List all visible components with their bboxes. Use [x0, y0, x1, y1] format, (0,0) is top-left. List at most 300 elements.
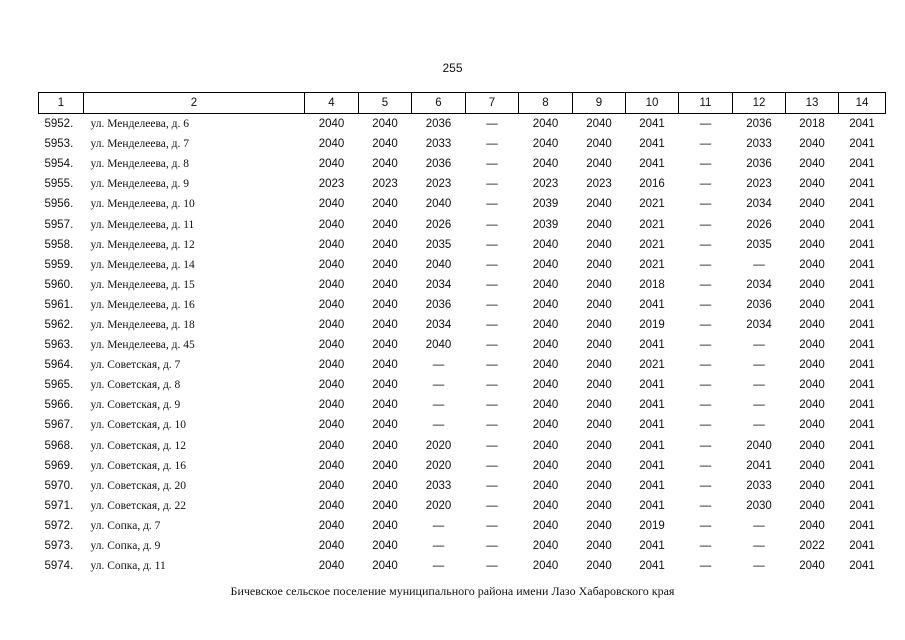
header-row [39, 93, 886, 114]
year-cell: — [699, 298, 712, 311]
year-cell: 2040 [586, 560, 612, 573]
row-number: 5959. [44, 258, 74, 271]
year-cell: 2041 [849, 419, 875, 432]
address-cell: ул. Менделеева, д. 8 [90, 158, 189, 171]
table-row [39, 315, 886, 335]
year-cell: — [753, 399, 765, 412]
year-cell: — [753, 540, 765, 553]
column-header-7: 7 [466, 93, 519, 114]
year-cell: 2030 [746, 499, 772, 512]
year-cell: 2040 [586, 298, 612, 311]
address-cell: ул. Сопка, д. 7 [90, 519, 161, 532]
year-cell: 2040 [318, 439, 345, 452]
year-cell: 2040 [318, 379, 345, 392]
year-cell: 2023 [746, 178, 772, 191]
year-cell: 2040 [372, 479, 398, 492]
year-cell: 2040 [586, 339, 612, 352]
year-cell: 2040 [318, 258, 345, 271]
year-cell: 2040 [372, 198, 398, 211]
year-cell: 2041 [849, 359, 875, 372]
year-cell: 2041 [849, 178, 875, 191]
year-cell: 2040 [372, 339, 398, 352]
year-cell: — [486, 218, 498, 231]
year-cell: 2040 [586, 439, 612, 452]
year-cell: — [699, 178, 712, 191]
address-cell: ул. Советская, д. 8 [90, 379, 181, 392]
row-number: 5972. [44, 519, 74, 532]
address-cell: ул. Менделеева, д. 9 [90, 178, 189, 191]
address-cell: ул. Советская, д. 20 [90, 479, 187, 492]
row-number: 5966. [44, 399, 74, 412]
year-cell: — [486, 298, 498, 311]
year-cell: 2034 [425, 318, 452, 331]
year-cell: — [699, 359, 712, 372]
column-header-10: 10 [626, 93, 679, 114]
year-cell: — [753, 339, 765, 352]
year-cell: 2040 [372, 118, 398, 131]
year-cell: 2040 [799, 178, 825, 191]
year-cell: 2040 [586, 118, 612, 131]
year-cell: 2041 [639, 298, 665, 311]
row-number: 5962. [44, 318, 74, 331]
year-cell: 2040 [318, 419, 345, 432]
year-cell: 2036 [425, 298, 452, 311]
column-header-8: 8 [519, 93, 573, 114]
year-cell: — [699, 379, 712, 392]
year-cell: 2040 [586, 359, 612, 372]
year-cell: 2040 [372, 258, 398, 271]
address-cell: ул. Советская, д. 7 [90, 359, 181, 372]
year-cell: 2041 [849, 519, 875, 532]
column-header-5: 5 [359, 93, 412, 114]
row-number: 5960. [44, 278, 74, 291]
table-body [39, 114, 886, 577]
year-cell: 2040 [586, 158, 612, 171]
year-cell: 2016 [639, 178, 665, 191]
year-cell: — [753, 560, 765, 573]
year-cell: 2040 [799, 419, 825, 432]
year-cell: 2040 [799, 499, 825, 512]
address-cell: ул. Менделеева, д. 10 [90, 198, 195, 211]
row-number: 5958. [44, 238, 74, 251]
year-cell: 2041 [849, 399, 875, 412]
row-number: 5967. [44, 419, 74, 432]
year-cell: — [486, 258, 498, 271]
year-cell: 2041 [849, 499, 875, 512]
row-number: 5957. [44, 218, 74, 231]
table-row [39, 516, 886, 536]
table-row [39, 456, 886, 476]
year-cell: 2040 [586, 419, 612, 432]
address-cell: ул. Менделеева, д. 6 [90, 118, 189, 131]
year-cell: 2040 [799, 218, 825, 231]
year-cell: 2040 [532, 318, 559, 331]
table-row [39, 235, 886, 255]
year-cell: — [486, 339, 498, 352]
year-cell: 2040 [318, 118, 345, 131]
table-row [39, 415, 886, 435]
year-cell: 2040 [318, 479, 345, 492]
year-cell: — [486, 499, 498, 512]
year-cell: 2040 [532, 278, 559, 291]
year-cell: 2040 [372, 499, 398, 512]
year-cell: 2040 [586, 499, 612, 512]
year-cell: 2040 [318, 238, 345, 251]
year-cell: — [486, 238, 498, 251]
year-cell: — [486, 278, 498, 291]
column-header-14: 14 [839, 93, 886, 114]
year-cell: 2040 [532, 419, 559, 432]
year-cell: 2040 [372, 459, 398, 472]
address-cell: ул. Сопка, д. 11 [90, 560, 166, 573]
year-cell: 2021 [639, 359, 665, 372]
address-cell: ул. Советская, д. 9 [90, 399, 181, 412]
column-header-11: 11 [679, 93, 733, 114]
year-cell: — [753, 519, 765, 532]
year-cell: — [432, 419, 445, 432]
year-cell: 2040 [799, 278, 825, 291]
year-cell: 2040 [532, 540, 559, 553]
year-cell: 2033 [425, 138, 452, 151]
table-row [39, 395, 886, 415]
row-number: 5955. [44, 178, 74, 191]
table-row [39, 255, 886, 275]
year-cell: 2023 [318, 178, 345, 191]
year-cell: 2040 [532, 258, 559, 271]
address-cell: ул. Сопка, д. 9 [90, 540, 161, 553]
year-cell: 2040 [318, 560, 345, 573]
year-cell: — [753, 258, 765, 271]
year-cell: 2021 [639, 218, 665, 231]
year-cell: — [699, 218, 712, 231]
year-cell: 2023 [372, 178, 398, 191]
year-cell: 2040 [586, 258, 612, 271]
year-cell: — [699, 339, 712, 352]
year-cell: 2040 [372, 439, 398, 452]
year-cell: — [699, 258, 712, 271]
row-number: 5954. [44, 158, 74, 171]
year-cell: — [486, 318, 498, 331]
year-cell: 2020 [425, 459, 452, 472]
year-cell: — [753, 359, 765, 372]
row-number: 5973. [44, 540, 74, 553]
year-cell: 2040 [532, 138, 559, 151]
year-cell: 2040 [372, 399, 398, 412]
year-cell: 2018 [639, 278, 665, 291]
year-cell: 2040 [372, 519, 398, 532]
year-cell: 2040 [318, 459, 345, 472]
year-cell: 2041 [849, 560, 875, 573]
year-cell: 2034 [746, 198, 772, 211]
address-cell: ул. Советская, д. 22 [90, 499, 187, 512]
row-number: 5974. [44, 560, 74, 573]
year-cell: 2022 [799, 540, 825, 553]
year-cell: 2040 [799, 439, 825, 452]
year-cell: 2040 [532, 459, 559, 472]
year-cell: 2040 [532, 238, 559, 251]
year-cell: — [486, 138, 498, 151]
year-cell: 2040 [586, 198, 612, 211]
table-row [39, 114, 886, 135]
year-cell: — [432, 359, 445, 372]
year-cell: 2040 [799, 298, 825, 311]
year-cell: 2041 [639, 419, 665, 432]
table-row [39, 355, 886, 375]
year-cell: — [753, 419, 765, 432]
year-cell: — [699, 118, 712, 131]
year-cell: 2041 [639, 158, 665, 171]
year-cell: 2041 [849, 258, 875, 271]
year-cell: 2040 [586, 238, 612, 251]
year-cell: 2040 [799, 198, 825, 211]
year-cell: 2018 [799, 118, 825, 131]
year-cell: 2040 [532, 118, 559, 131]
year-cell: 2041 [746, 459, 772, 472]
address-cell: ул. Менделеева, д. 11 [90, 218, 195, 231]
year-cell: 2023 [586, 178, 612, 191]
year-cell: 2020 [425, 499, 452, 512]
table-row [39, 154, 886, 174]
year-cell: 2040 [532, 439, 559, 452]
table-row [39, 536, 886, 556]
year-cell: 2036 [425, 158, 452, 171]
year-cell: 2041 [639, 540, 665, 553]
year-cell: 2040 [532, 158, 559, 171]
year-cell: 2040 [372, 540, 398, 553]
year-cell: 2040 [532, 298, 559, 311]
year-cell: 2040 [746, 439, 772, 452]
address-cell: ул. Менделеева, д. 45 [90, 339, 195, 352]
column-header-6: 6 [412, 93, 466, 114]
year-cell: 2041 [639, 118, 665, 131]
year-cell: 2040 [532, 379, 559, 392]
year-cell: 2040 [799, 560, 825, 573]
year-cell: — [699, 238, 712, 251]
year-cell: 2019 [639, 519, 665, 532]
table-row [39, 214, 886, 234]
year-cell: 2040 [372, 158, 398, 171]
row-number: 5971. [44, 499, 74, 512]
year-cell: 2033 [425, 479, 452, 492]
address-cell: ул. Советская, д. 16 [90, 459, 187, 472]
year-cell: 2040 [799, 138, 825, 151]
year-cell: — [699, 439, 712, 452]
year-cell: — [486, 359, 498, 372]
page-number: 255 [442, 61, 463, 75]
table-row [39, 335, 886, 355]
year-cell: 2040 [586, 318, 612, 331]
year-cell: — [753, 379, 765, 392]
year-cell: 2040 [372, 238, 398, 251]
address-cell: ул. Советская, д. 12 [90, 439, 187, 452]
table-row [39, 476, 886, 496]
year-cell: 2036 [425, 118, 452, 131]
year-cell: 2040 [586, 459, 612, 472]
year-cell: — [432, 560, 445, 573]
year-cell: 2040 [586, 379, 612, 392]
year-cell: — [699, 198, 712, 211]
row-number: 5965. [44, 379, 74, 392]
year-cell: 2040 [372, 138, 398, 151]
year-cell: 2040 [318, 318, 345, 331]
year-cell: 2040 [799, 479, 825, 492]
year-cell: 2040 [799, 399, 825, 412]
year-cell: 2040 [586, 218, 612, 231]
year-cell: 2021 [639, 258, 665, 271]
year-cell: 2040 [318, 158, 345, 171]
year-cell: 2036 [746, 298, 772, 311]
year-cell: 2033 [746, 138, 772, 151]
column-header-12: 12 [733, 93, 786, 114]
year-cell: — [486, 399, 498, 412]
year-cell: — [432, 540, 445, 553]
year-cell: — [486, 560, 498, 573]
year-cell: 2040 [586, 138, 612, 151]
year-cell: 2039 [532, 198, 559, 211]
row-number: 5956. [44, 198, 74, 211]
year-cell: 2040 [372, 359, 398, 372]
address-cell: ул. Менделеева, д. 14 [90, 258, 195, 271]
year-cell: 2040 [372, 419, 398, 432]
year-cell: 2040 [318, 218, 345, 231]
year-cell: 2040 [532, 339, 559, 352]
year-cell: 2041 [849, 339, 875, 352]
year-cell: 2019 [639, 318, 665, 331]
row-number: 5953. [44, 138, 74, 151]
year-cell: 2040 [586, 519, 612, 532]
year-cell: 2040 [799, 318, 825, 331]
year-cell: — [699, 399, 712, 412]
year-cell: — [699, 278, 712, 291]
year-cell: 2040 [372, 318, 398, 331]
year-cell: 2040 [586, 540, 612, 553]
year-cell: — [486, 439, 498, 452]
year-cell: — [486, 178, 498, 191]
column-header-9: 9 [573, 93, 626, 114]
year-cell: 2026 [425, 218, 452, 231]
address-cell: ул. Менделеева, д. 18 [90, 318, 195, 331]
column-header-2: 2 [84, 93, 305, 114]
year-cell: — [699, 479, 712, 492]
year-cell: 2040 [799, 339, 825, 352]
column-header-4: 4 [305, 93, 359, 114]
table-row [39, 496, 886, 516]
address-cell: ул. Менделеева, д. 16 [90, 298, 195, 311]
year-cell: 2040 [318, 359, 345, 372]
year-cell: 2034 [746, 318, 772, 331]
year-cell: — [486, 519, 498, 532]
year-cell: 2041 [639, 379, 665, 392]
year-cell: 2040 [318, 278, 345, 291]
year-cell: 2040 [372, 298, 398, 311]
year-cell: 2026 [746, 218, 772, 231]
year-cell: — [432, 519, 445, 532]
year-cell: 2040 [372, 379, 398, 392]
year-cell: 2040 [586, 278, 612, 291]
year-cell: 2040 [799, 359, 825, 372]
column-header-13: 13 [786, 93, 839, 114]
table-row [39, 375, 886, 395]
table-row [39, 295, 886, 315]
row-number: 5963. [44, 339, 74, 352]
year-cell: 2040 [799, 459, 825, 472]
year-cell: 2040 [318, 198, 345, 211]
year-cell: 2041 [849, 479, 875, 492]
year-cell: 2040 [318, 138, 345, 151]
year-cell: — [432, 379, 445, 392]
row-number: 5964. [44, 359, 74, 372]
year-cell: 2023 [425, 178, 452, 191]
year-cell: — [699, 318, 712, 331]
year-cell: 2040 [425, 198, 452, 211]
year-cell: 2034 [746, 278, 772, 291]
year-cell: 2041 [849, 118, 875, 131]
year-cell: 2041 [849, 318, 875, 331]
year-cell: 2041 [639, 399, 665, 412]
table-row [39, 275, 886, 295]
year-cell: 2040 [532, 499, 559, 512]
year-cell: 2040 [425, 258, 452, 271]
year-cell: 2040 [372, 278, 398, 291]
year-cell: 2041 [849, 158, 875, 171]
year-cell: 2040 [532, 479, 559, 492]
year-cell: 2039 [532, 218, 559, 231]
year-cell: 2040 [799, 158, 825, 171]
table-row [39, 174, 886, 194]
year-cell: 2041 [639, 479, 665, 492]
year-cell: — [699, 519, 712, 532]
address-cell: ул. Советская, д. 10 [90, 419, 187, 432]
table-row [39, 194, 886, 214]
address-cell: ул. Менделеева, д. 15 [90, 278, 195, 291]
year-cell: 2041 [639, 560, 665, 573]
year-cell: 2041 [849, 218, 875, 231]
table-row [39, 134, 886, 154]
address-cell: ул. Менделеева, д. 7 [90, 138, 189, 151]
address-cell: ул. Менделеева, д. 12 [90, 238, 195, 251]
year-cell: 2041 [639, 339, 665, 352]
year-cell: — [486, 459, 498, 472]
year-cell: — [699, 560, 712, 573]
year-cell: 2040 [318, 519, 345, 532]
year-cell: 2040 [586, 479, 612, 492]
year-cell: 2040 [318, 499, 345, 512]
year-cell: — [486, 540, 498, 553]
year-cell: 2040 [372, 218, 398, 231]
year-cell: 2040 [799, 238, 825, 251]
year-cell: 2041 [849, 138, 875, 151]
year-cell: — [699, 459, 712, 472]
data-table [38, 92, 886, 576]
year-cell: — [699, 419, 712, 432]
year-cell: 2041 [849, 238, 875, 251]
year-cell: 2041 [849, 379, 875, 392]
year-cell: 2041 [639, 439, 665, 452]
year-cell: 2041 [849, 198, 875, 211]
year-cell: — [699, 138, 712, 151]
year-cell: 2041 [639, 499, 665, 512]
year-cell: — [699, 158, 712, 171]
year-cell: 2040 [425, 339, 452, 352]
year-cell: — [432, 399, 445, 412]
year-cell: 2033 [746, 479, 772, 492]
year-cell: 2035 [746, 238, 772, 251]
year-cell: — [699, 540, 712, 553]
year-cell: 2034 [425, 278, 452, 291]
year-cell: — [486, 118, 498, 131]
year-cell: 2041 [849, 540, 875, 553]
year-cell: — [486, 158, 498, 171]
